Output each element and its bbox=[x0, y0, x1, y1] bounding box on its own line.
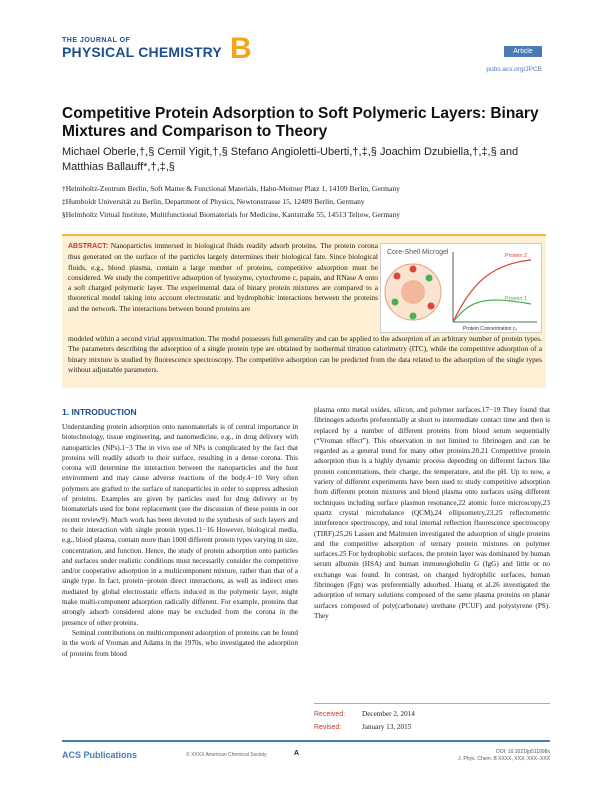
left-column bbox=[62, 422, 298, 659]
protein2-curve bbox=[453, 260, 531, 322]
received-date: December 2, 2014 bbox=[362, 710, 415, 718]
dates-block bbox=[314, 703, 550, 734]
author-list: Michael Oberle,†,§ Cemil Yigit,†,§ Stefano Angioletti-Uberti,†,‡,§ Joachim Dzubiella,†,‡,§ and Matthias Ballauff*,†,‡,§ bbox=[62, 146, 519, 173]
protein-dot bbox=[392, 299, 399, 306]
intro-paragraph-1: Understanding protein adsorption onto nanomaterials is of central importance in biotechnology, tissue engineering, and nanomedicine, e.g., in drug delivery with nanoparticles (NPs).1−3 The in vivo use of NPs is complicated by the fact that proteins will readily adsorb to their surface, resulting in a dense corona. This corona will determine the interaction between the nanoparticles and the host environment and may cause adverse reactions of the body.4−10 Very often polymers are grafted to the surface of nanoparticles in order to suppress adhesion of proteins. Examples are given by particles used for drug delivery or by biomaterials used for bone replacement (see the discussion of these points in our recent review9). Much work has been devoted to the synthesis of such layers and to their interaction with single protein types.11−16 However, biological media, e.g., blood plasma, contain more than 1000 different protein types varying in size, concentration, and function. Hence, the study of protein adsorption onto particles and surfaces under realistic conditions must necessarily consider the competitive and/or cooperative adsorption in a multicomponent mixture, rather than that of a single type. In fact, protein−protein direct interactions, as well as indirect ones mediated by global electrostatic effects induced in the polymeric layer, might make multi-component adsorption radically different. For example, proteins that strongly adsorb considered alone may be excluded from the corona in the presence of other proteins. bbox=[62, 423, 298, 627]
graphic-x-label: Protein Concentration c₀ bbox=[463, 326, 518, 332]
protein-dot bbox=[394, 273, 401, 280]
revised-label: Revised: bbox=[314, 724, 342, 731]
paper-title: Competitive Protein Adsorption to Soft Polymeric Layers: Binary Mixtures and Comparison to Theory bbox=[62, 105, 539, 140]
abstract-body-bottom: modeled within a second virial approximation. The model possesses full generality and can be applied to the adsorption of an arbitrary number of protein types. The parameters describing the adsorption of a single protein type are obtained by isothermal titration calorimetry (ITC), while the competitive adsorption of a binary mixture is studied by fluorescence spectroscopy. The competitive adsorption can be predicted from the data related to the adsorption of the single types without adjustable parameters. bbox=[68, 334, 542, 374]
right-column bbox=[314, 405, 550, 621]
protein1-curve bbox=[453, 300, 531, 322]
journal-logo-top: THE JOURNAL OF bbox=[62, 37, 131, 44]
page-number: A bbox=[294, 750, 300, 757]
doi[interactable]: DOI: 10.1021/jp511998x bbox=[496, 749, 550, 755]
protein-dot bbox=[410, 313, 417, 320]
affiliation-2: ‡Humboldt Universität zu Berlin, Department of Physics, Newtonstrasse 15, 12489 Berlin, Germany bbox=[62, 197, 365, 206]
footer-rule bbox=[62, 740, 550, 742]
intro-paragraph-2: Seminal contributions on multicomponent adsorption of proteins can be found in the work of Vroman and Adams in the 1970s, who investigated the adsorption of proteins from blood bbox=[62, 628, 298, 658]
graphic-heading: Core-Shell Microgel bbox=[387, 249, 449, 256]
protein1-label: Protein 1 bbox=[505, 296, 528, 302]
journal-logo-letter: B bbox=[230, 32, 252, 65]
abstract-box bbox=[62, 234, 546, 388]
affiliation-1: †Helmholtz-Zentrum Berlin, Soft Matter & Functional Materials, Hahn-Meitner Platz 1, 14109 Berlin, Germany bbox=[62, 184, 400, 193]
protein-dot bbox=[426, 275, 433, 282]
abstract-graphic bbox=[380, 243, 542, 333]
abstract-body-top: Nanoparticles immersed in biological fluids readily adsorb proteins. The protein corona thus generated on the surface of the particles largely determines their biological fate. Since biological fluids, e.g., blood plasma, contain a large number of proteins, competitive adsorption must be considered. We study the competitive adsorption of lysozyme, cytochrome c, papain, and RNase A onto a soft charged polymeric layer. The experimental data of binary protein mixtures are compared to a theoretical model taking into account electrostatic and hydrophobic interactions between the proteins and the network. The interactions between bound proteins are bbox=[68, 241, 378, 313]
citation: J. Phys. Chem. B XXXX, XXX, XXX−XXX bbox=[458, 756, 550, 762]
introduction-heading: 1. INTRODUCTION bbox=[62, 407, 137, 417]
acs-publications-logo[interactable]: ACS Publications bbox=[62, 750, 138, 760]
revised-date: January 13, 2015 bbox=[362, 723, 412, 731]
journal-url[interactable]: pubs.acs.org/JPCB bbox=[486, 66, 542, 73]
journal-logo-main: PHYSICAL CHEMISTRY bbox=[62, 44, 222, 60]
article-badge: Article bbox=[504, 46, 542, 57]
abstract-text-top bbox=[68, 241, 378, 314]
abstract-label: ABSTRACT: bbox=[68, 243, 109, 250]
protein-dot bbox=[428, 303, 435, 310]
affiliation-3: §Helmholtz Virtual Institute, Multifunctional Biomaterials for Medicine, Kantstraße 55, 14513 Teltow, Germany bbox=[62, 210, 400, 219]
intro-paragraph-right: plasma onto metal oxides, silicon, and polymer surfaces.17−19 They found that fibrinogen adsorbs preferentially at short to intermediate contact time and then is replaced by a number of different proteins from blood serum sequentially (“Vroman effect”). This observation in not limited to fibrinogen and can be regarded as a general trend for many other proteins.20,21 Competitive protein adsorption thus is a highly dynamic process depending on different factors like protein concentrations, their charge, the temperature, and the pH. Up to now, a variety of different experiments have been used to study competitive adsorption from different protein mixtures and blood plasma onto surfaces using different techniques including surface plasmon resonance,22 atomic force microscopy,23 quartz crystal microbalance (QCM),24 ellipsometry,23,25 reflectometric interference spectroscopy, and total internal reflection fluorescence spectroscopy (TIRF).25,26 Lassen and Malmsten investigated the adsorption of single proteins and the competitive adsorption of ternary protein mixtures on polymer surfaces.25 For hydrophobic surfaces, the protein layer was dominated by human serum albumin (HSA) and human immunoglobulin G (IgG) and little or no exchange was found. In contrast, on charged hydrophilic surfaces, human fibrinogen (Fgn) was preferentially adsorbed. Huang et al.26 investigated the adsorption of ternary solutions composed of the same plasma proteins on planar surfaces composed of poly(carbonate) urethane (PCUF) and polystyrene (PS). They bbox=[314, 406, 550, 620]
copyright: © XXXX American Chemical Society bbox=[186, 752, 267, 758]
toc-graphic-svg bbox=[381, 244, 541, 332]
protein2-label: Protein 2 bbox=[505, 253, 528, 259]
microgel-core bbox=[401, 280, 425, 304]
doi-block bbox=[458, 749, 550, 763]
received-label: Received: bbox=[314, 711, 346, 718]
protein-dot bbox=[410, 266, 417, 273]
